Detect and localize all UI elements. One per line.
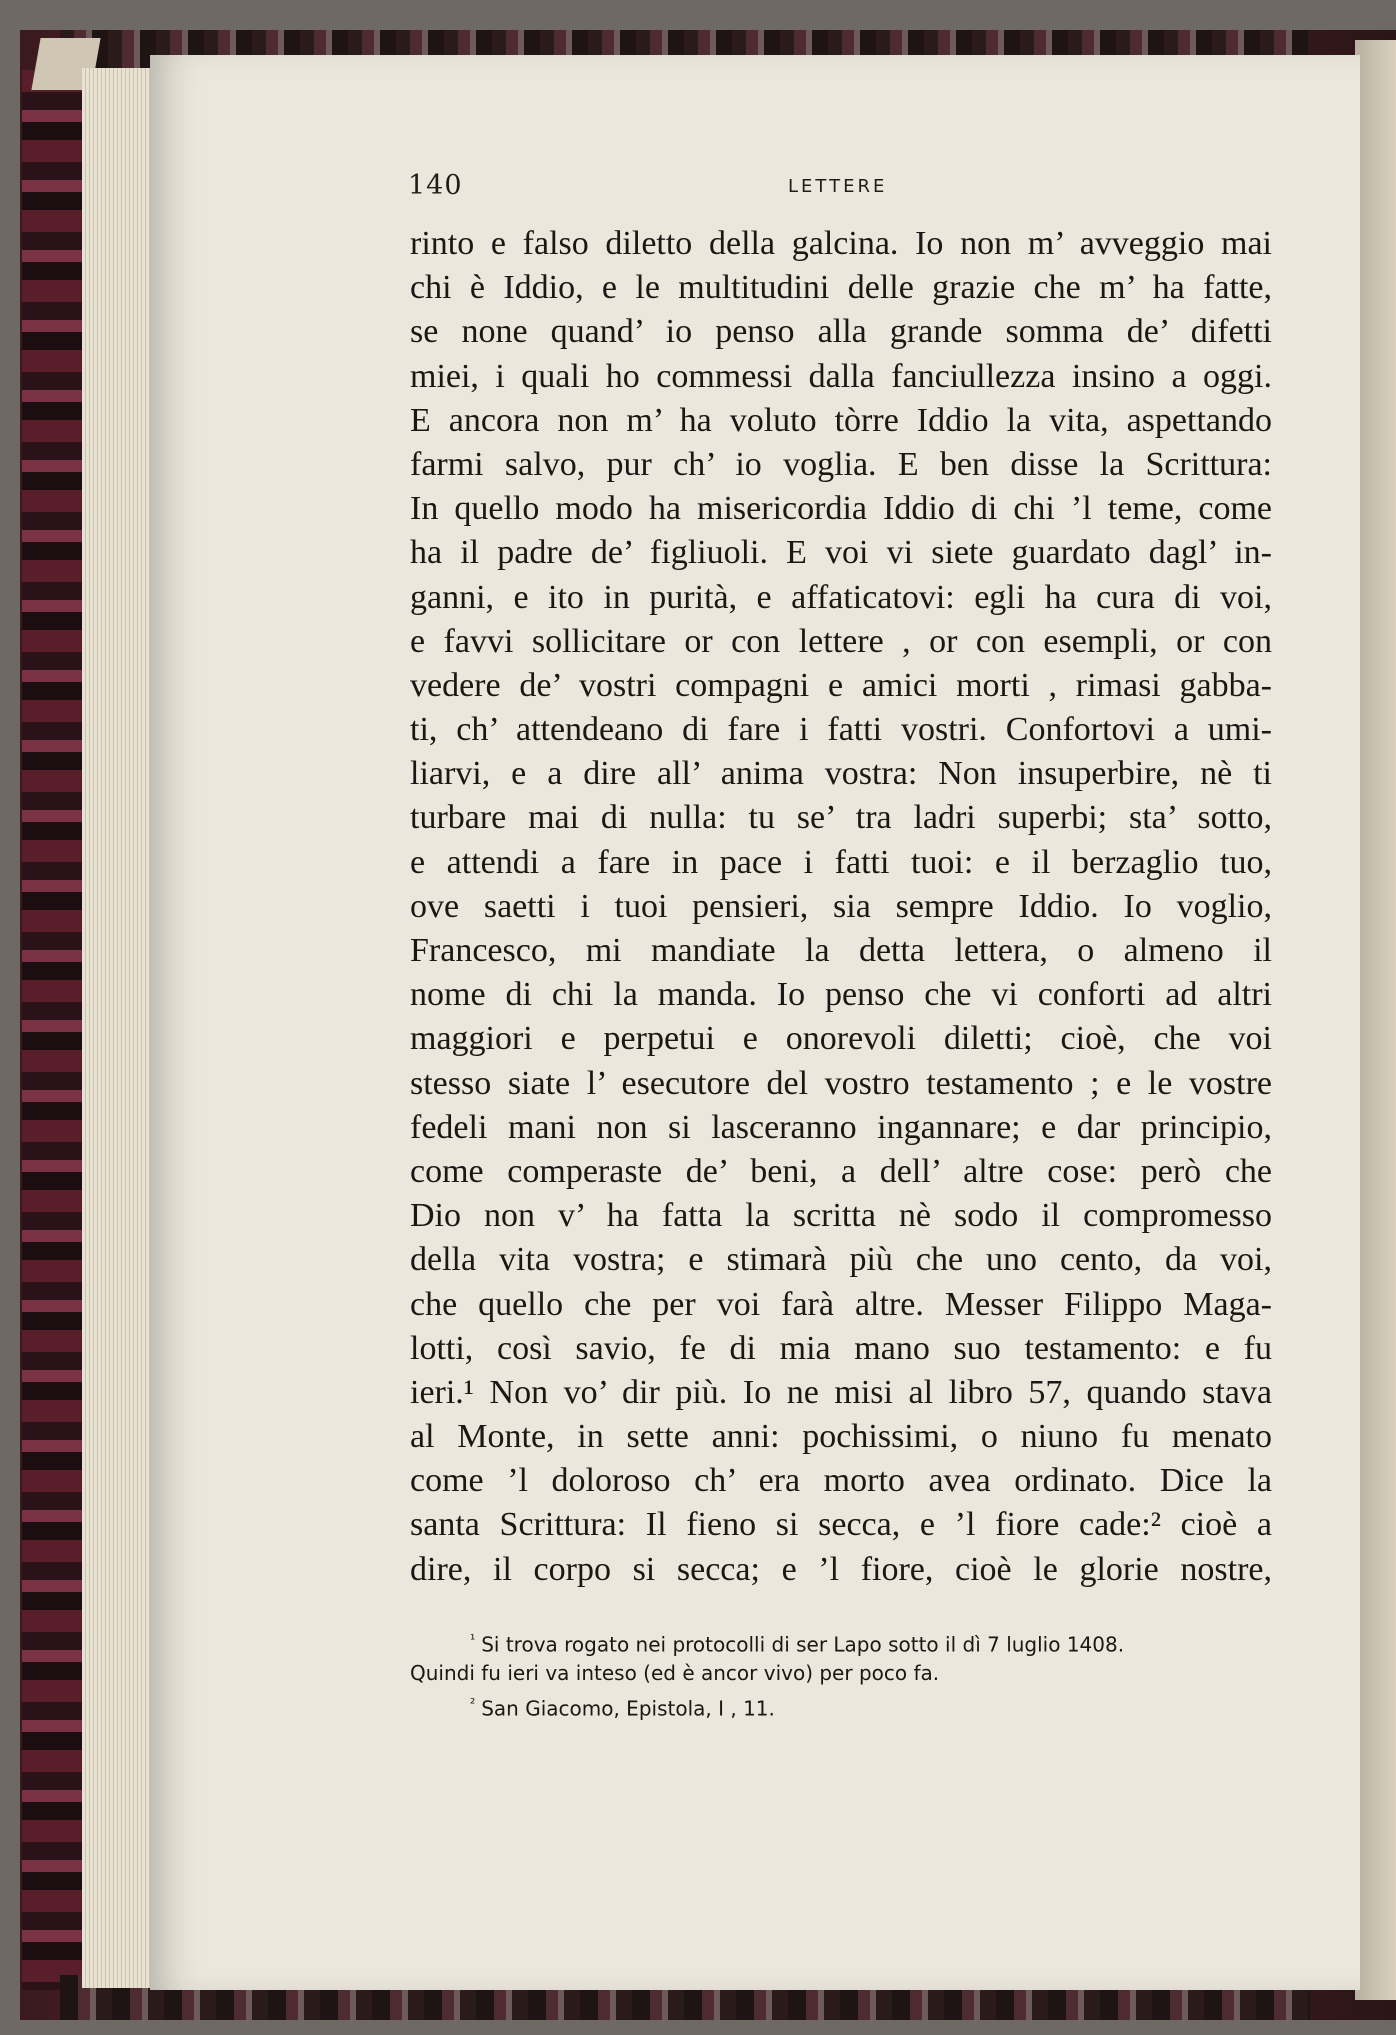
- text-line: miei, i quali ho commessi dalla fanciullezza insino a oggi.: [410, 357, 1272, 395]
- marbled-cover-left: [22, 70, 82, 1990]
- text-line: e attendi a fare in pace i fatti tuoi: e il berzaglio tuo,: [410, 843, 1272, 881]
- text-line: E ancora non m’ ha voluto tòrre Iddio la vita, aspettando: [410, 401, 1272, 439]
- text-line: e favvi sollicitare or con lettere , or con esempli, or con: [410, 622, 1272, 660]
- text-line: al Monte, in sette anni: pochissimi, o niuno fu menato: [410, 1418, 1272, 1456]
- page-number: 140: [408, 170, 463, 201]
- text-line: nome di chi la manda. Io penso che vi conforti ad altri: [410, 976, 1272, 1014]
- text-line: Dio non v’ ha fatta la scritta nè sodo il compromesso: [410, 1197, 1272, 1235]
- text-line: rinto e falso diletto della galcina. Io non m’ avveggio mai: [410, 225, 1272, 262]
- text-line: che quello che per voi farà altre. Messer Filippo Maga-: [410, 1285, 1272, 1323]
- footnote-2: [410, 1689, 1272, 1721]
- footnote-1: [410, 1625, 1272, 1657]
- text-line: Francesco, mi mandiate la detta lettera, o almeno il: [410, 932, 1272, 969]
- running-head: LETTERE: [788, 176, 888, 197]
- facing-page-edge: [1355, 40, 1396, 2000]
- footnote-mark: ²: [470, 1697, 476, 1712]
- text-line: ieri.¹ Non vo’ dir più. Io ne misi al libro 57, quando stava: [410, 1373, 1272, 1411]
- text-line: stesso siate l’ esecutore del vostro testamento ; e le vostre: [410, 1064, 1272, 1102]
- text-line: ganni, e ito in purità, e affaticatovi: egli ha cura di voi,: [410, 578, 1272, 616]
- text-line: In quello modo ha misericordia Iddio di chi ’l teme, come: [410, 490, 1272, 528]
- page-header: [408, 170, 1268, 210]
- text-line: maggiori e perpetui e onorevoli diletti; cioè, che voi: [410, 1020, 1272, 1058]
- footnote-text: Si trova rogato nei protocolli di ser Lapo sotto il dì 7 luglio 1408.: [481, 1632, 1125, 1657]
- text-line: chi è Iddio, e le multitudini delle grazie che m’ ha fatte,: [410, 269, 1272, 307]
- text-line: liarvi, e a dire all’ anima vostra: Non insuperbire, nè ti: [410, 755, 1272, 793]
- footnote-text: Quindi fu ieri va inteso (ed è ancor vivo) per poco fa.: [410, 1661, 940, 1685]
- text-line: fedeli mani non si lasceranno ingannare; e dar principio,: [410, 1108, 1272, 1146]
- text-line: lotti, così savio, fe di mia mano suo testamento: e fu: [410, 1329, 1272, 1367]
- text-line: come comperaste de’ beni, a dell’ altre cose: però che: [410, 1152, 1272, 1190]
- footnote-mark: ¹: [470, 1633, 476, 1648]
- text-line: santa Scrittura: Il fieno si secca, e ’l fiore cade:² cioè a: [410, 1506, 1272, 1544]
- text-line: dire, il corpo si secca; e ’l fiore, cioè le glorie nostre,: [410, 1550, 1272, 1588]
- footnotes: [410, 1625, 1272, 1721]
- text-line: farmi salvo, pur ch’ io voglia. E ben disse la Scrittura:: [410, 445, 1272, 483]
- text-line: come ’l doloroso ch’ era morto avea ordinato. Dice la: [410, 1462, 1272, 1500]
- footnote-1-continued: [410, 1657, 1272, 1689]
- text-line: turbare mai di nulla: tu se’ tra ladri superbi; sta’ sotto,: [410, 799, 1272, 837]
- body-text: [410, 222, 1272, 1592]
- text-line: ha il padre de’ figliuoli. E voi vi siete guardato dagl’ in-: [410, 534, 1272, 572]
- footnote-text: San Giacomo, Epistola, I , 11.: [481, 1696, 775, 1721]
- text-line: se none quand’ io penso alla grande somma de’ difetti: [410, 313, 1272, 351]
- text-line: vedere de’ vostri compagni e amici morti , rimasi gabba-: [410, 666, 1272, 704]
- text-line: della vita vostra; e stimarà più che uno cento, da voi,: [410, 1241, 1272, 1279]
- text-line: ti, ch’ attendeano di fare i fatti vostri. Confortovi a umi-: [410, 711, 1272, 749]
- text-line: ove saetti i tuoi pensieri, sia sempre Iddio. Io voglio,: [410, 887, 1272, 925]
